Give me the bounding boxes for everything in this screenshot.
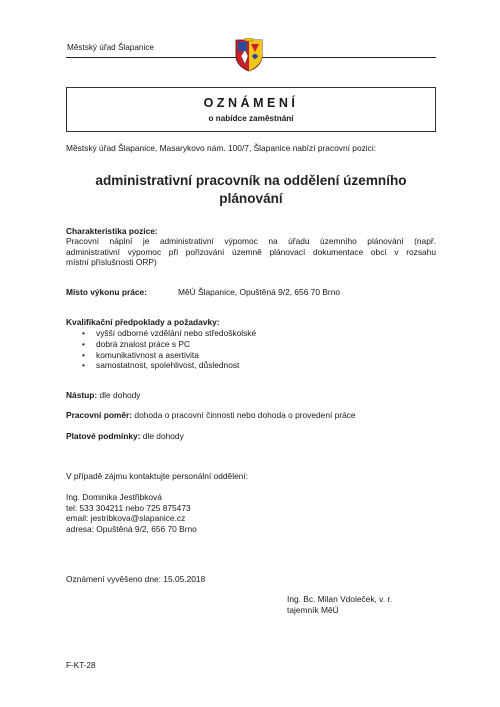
start-value: dle dohody (97, 390, 141, 400)
contact-phone: tel: 533 304211 nebo 725 875473 (66, 502, 191, 513)
coat-of-arms-icon (234, 38, 264, 72)
start-label: Nástup: (66, 390, 98, 400)
signature-name: Ing. Bc. Milan Vdoleček, v. r. (287, 594, 393, 604)
signature-role: tajemník MěÚ (287, 604, 339, 615)
job-title-line: plánování (219, 190, 283, 206)
intro-text: Městský úřad Šlapanice, Masarykovo nám. 100/7, Šlapanice nabízí pracovní pozici: (66, 143, 377, 153)
qualifications-list (82, 328, 256, 371)
characteristics-heading: Charakteristika pozice: (66, 226, 158, 236)
contact-intro: V případě zájmu kontaktujte personální oddělení: (66, 471, 249, 481)
characteristics-line: Pracovní náplní je administrativní výpomoc na úřadu územního plánování (např. (66, 236, 436, 246)
characteristics-text (66, 236, 436, 268)
contact-name: Ing. Dominika Jestřibková (66, 492, 162, 502)
job-title (66, 172, 436, 207)
form-code: F-KT-28 (66, 661, 96, 670)
notice-title: OZNÁMENÍ (203, 96, 299, 110)
characteristics-line: administrativní výpomoc při pořizování územně plánovací dokumentace obcí v rozsahu (66, 246, 436, 257)
place-value: MěÚ Šlapanice, Opuštěná 9/2, 656 70 Brno (178, 287, 341, 297)
notice-heading-box (66, 87, 436, 132)
characteristics-line: místní příslušnosti ORP) (66, 257, 157, 268)
job-title-line: administrativní pracovník na oddělení územního (95, 173, 407, 188)
contact-address: adresa: Opuštěná 9/2, 656 70 Brno (66, 523, 197, 534)
contact-block (66, 492, 197, 534)
list-item: • samostatnost, spolehlivost, důslednost (82, 360, 256, 371)
qualifications-heading: Kvalifikační předpoklady a požadavky: (66, 317, 220, 327)
contact-email: email: jestribkova@slapanice.cz (66, 513, 186, 524)
list-item: • dobrá znalost práce s PC (82, 339, 256, 350)
relationship-value: dohoda o pracovní činnosti nebo dohoda o provedení práce (132, 410, 356, 420)
notice-subtitle: o nabídce zaměstnání (208, 114, 294, 123)
office-name: Městský úřad Šlapanice (67, 43, 154, 52)
list-item: • komunikativnost a asertivita (82, 350, 256, 361)
relationship-row (66, 410, 356, 420)
signature-block (287, 594, 392, 615)
relationship-label: Pracovní poměr: (66, 410, 133, 420)
start-row (66, 390, 141, 400)
posted-date: Oznámení vyvěšeno dne: 15.05.2018 (66, 574, 206, 584)
salary-row (66, 431, 184, 441)
salary-label: Platové podmínky: (66, 431, 141, 441)
place-label: Místo výkonu práce: (66, 287, 147, 297)
salary-value: dle dohody (140, 431, 184, 441)
list-item: • vyšší odborné vzdělání nebo středoškolské (82, 328, 256, 339)
